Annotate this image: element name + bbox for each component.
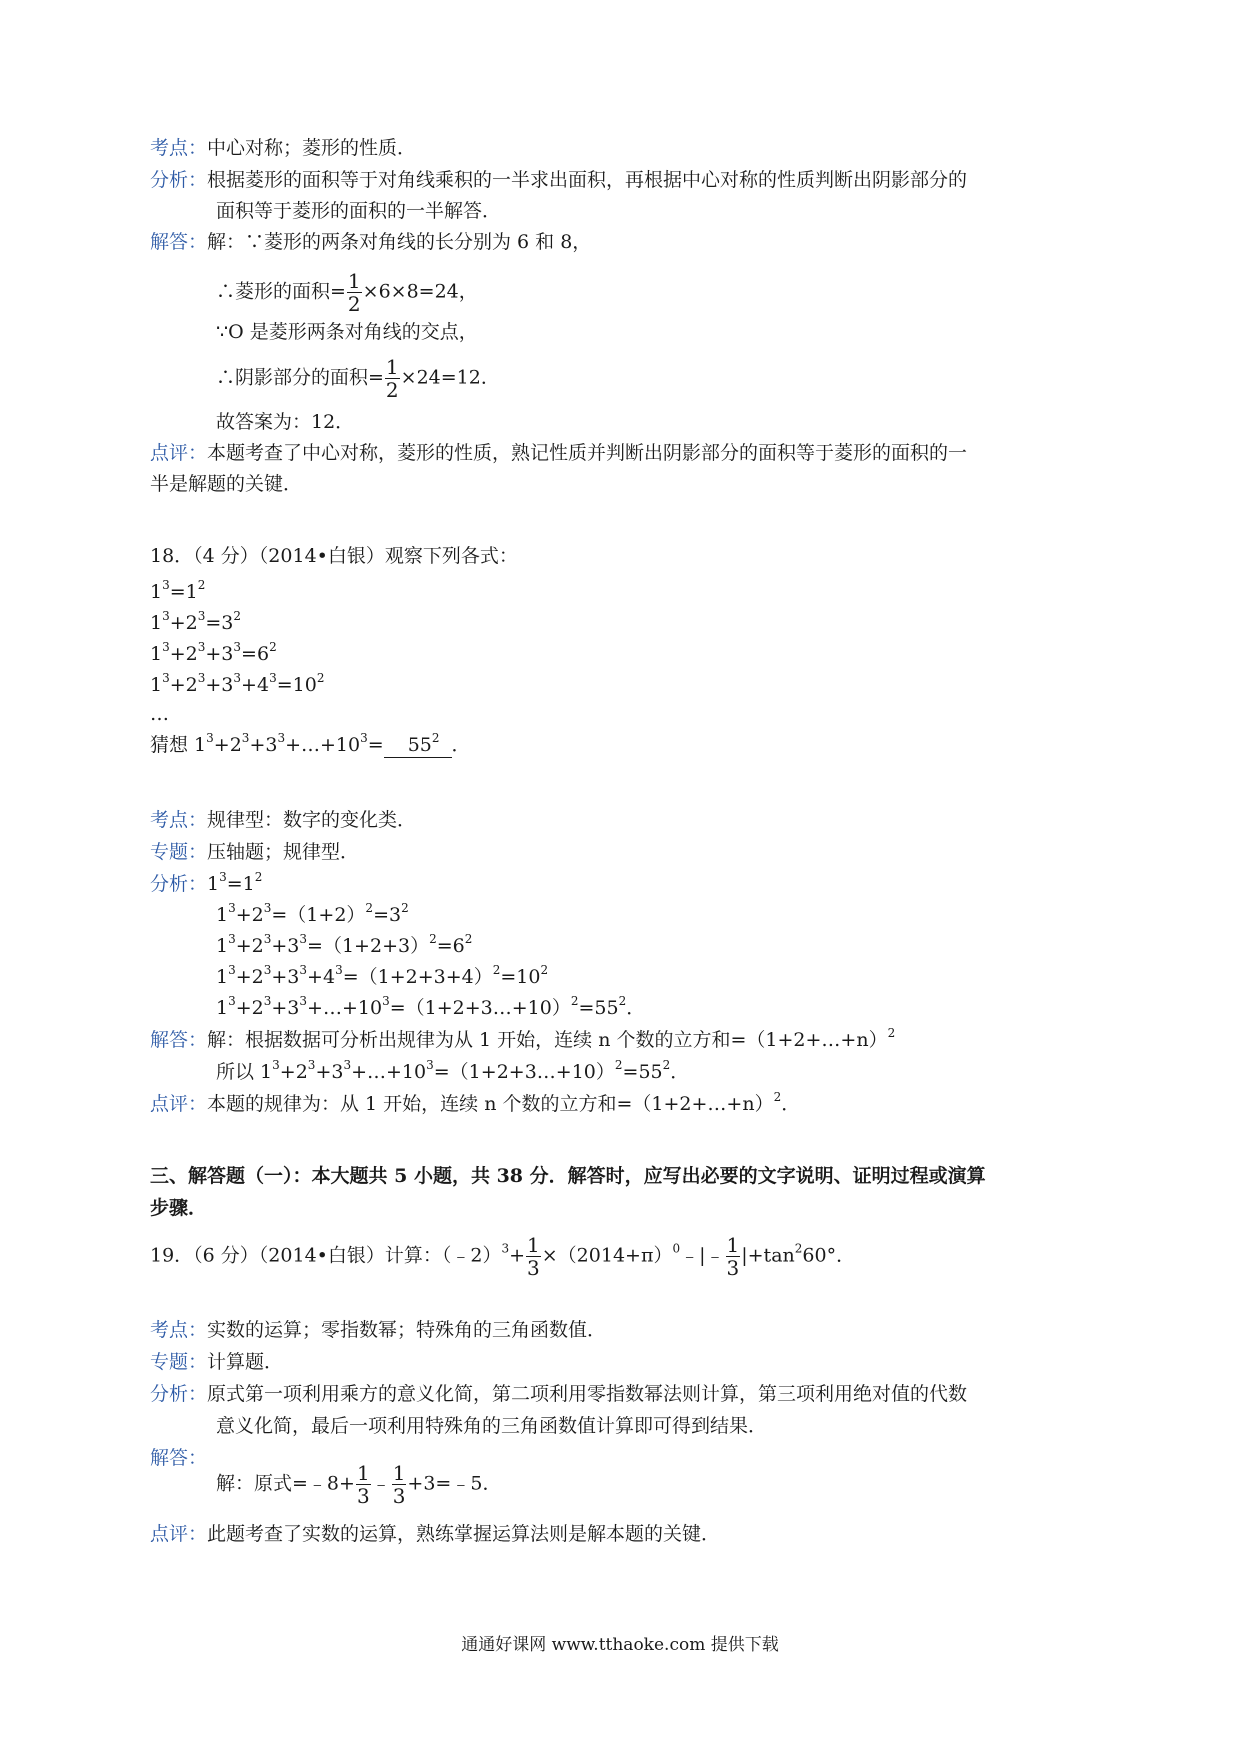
denominator: 3 [356,1484,370,1508]
fenxi-eq-3: $1^3+2^3+3^3=(1+2+3)^2=6^2$ [216,932,473,957]
numerator: 1 [726,1233,740,1257]
fraction-third [392,1462,407,1507]
jieda-label: 解答： [150,1029,208,1051]
fenxi-eq-4: $1^3+2^3+3^3+4^3=(1+2+3+4)^2=10^2$ [216,963,549,988]
zhuanti-row-2 [150,840,359,864]
numerator: 1 [356,1461,370,1485]
denominator: 3 [726,1256,740,1280]
text: ∴菱形的面积= [216,280,346,303]
denominator: 3 [527,1256,540,1280]
kaodian-text: 中心对称；菱形的性质． [207,137,417,159]
text: 解：原式=﹣8+ [216,1472,355,1495]
kaodian-row-2 [150,808,416,832]
text: ． [451,734,471,756]
text: ∴阴影部分的面积= [216,366,384,389]
answer-exponent: 2 [431,731,440,745]
text: 猜想 1 [150,734,207,756]
text: ×6×8=24， [362,280,478,303]
jieda-text: 解：∵菱形的两条对角线的长分别为 6 和 8， [207,231,592,253]
answer-blank [384,733,452,758]
text: ﹣|﹣ [680,1244,725,1267]
fenxi-text: 根据菱形的面积等于对角线乘积的一半求出面积，再根据中心对称的性质判断出阴影部分的 [207,169,968,191]
q18-eq-1: $1^3=1^2$ [150,578,206,603]
rhombus-area-line [216,270,478,315]
dianping-text-cont: 半是解题的关键． [150,473,303,495]
fenxi-label: 分析： [150,1383,208,1405]
fenxi-row-1 [150,168,967,192]
dianping-label: 点评： [150,1523,208,1545]
denominator: 2 [385,378,399,402]
kaodian-text: 规律型：数字的变化类． [207,809,417,831]
zhuanti-row-3 [150,1350,283,1374]
text: |+tan [741,1244,795,1267]
fenxi-row-3 [150,1382,967,1406]
text: ×24=12． [400,366,500,389]
kaodian-label: 考点： [150,137,208,159]
zhuanti-label: 专题： [150,841,208,863]
q18-title: 18．（4 分）（2014•白银）观察下列各式： [150,545,518,567]
kaodian-row-1 [150,136,416,160]
q18-guess: 猜想 $1^3+2^3+3^3+\dots+10^3= 55^2$ ． [150,731,471,756]
fraction-half [347,270,362,315]
jieda-cont-2: 所以 $1^3+2^3+3^3+\dots+10^3=(1+2+3\dots+10)^2=55^2$． [216,1058,690,1083]
q18-eq-2: $1^3+2^3=3^2$ [150,609,242,634]
fenxi-eq-5: $1^3+2^3+3^3+\dots+10^3=(1+2+3\dots+10)^2=55^2$． [216,994,646,1019]
dianping-text: 本题考查了中心对称，菱形的性质，熟记性质并判断出阴影部分的面积等于菱形的面积的一 [207,442,968,464]
dianping-row-3 [150,1522,720,1546]
fenxi-label: 分析： [150,169,208,191]
dianping-row-2: 点评：本题的规律为：从 1 开始，连续 n 个数的立方和=（1+2+…+n）$^2$． [150,1090,801,1115]
q18-eq-3: $1^3+2^3+3^3=6^2$ [150,640,277,665]
text: +3=﹣5． [407,1472,502,1495]
jieda-row-2: 解答：解：根据数据可分析出规律为从 1 开始，连续 n 个数的立方和=（1+2+…+n）$^2$ [150,1026,896,1051]
answer-line: 故答案为：12． [216,411,355,433]
jieda-label-row-3 [150,1446,207,1470]
fraction-third [726,1234,741,1279]
fraction-half [385,356,400,401]
section3-title: 三、解答题（一）：本大题共 5 小题，共 38 分．解答时，应写出必要的文字说明、证明过程或演算 [150,1165,986,1187]
fenxi-row-2: 分析：$1^3=1^2$ [150,870,263,895]
jieda-row-3 [216,1462,501,1507]
kaodian-row-3 [150,1318,606,1342]
dianping-label: 点评： [150,442,208,464]
text: 19．（6 分）（2014•白银）计算：（﹣2） [150,1244,502,1267]
kaodian-label: 考点： [150,1319,208,1341]
dianping-text: 此题考查了实数的运算，熟练掌握运算法则是解本题的关键． [207,1523,721,1545]
kaodian-label: 考点： [150,809,208,831]
jieda-text: 解：根据数据可分析出规律为从 1 开始，连续 n 个数的立方和=（1+2+…+n） [207,1029,888,1051]
denominator: 3 [392,1484,406,1508]
text: ﹣ [371,1472,391,1495]
zhuanti-text: 压轴题；规律型． [207,841,360,863]
dianping-text: 本题的规律为：从 1 开始，连续 n 个数的立方和=（1+2+…+n） [207,1093,774,1115]
fraction-third [526,1234,541,1279]
dianping-label: 点评： [150,1093,208,1115]
text: ×（2014+π） [541,1244,673,1267]
q19-title: 19．（6 分）（2014•白银）计算：（﹣2）$^3$+ $\frac{1}{3}$ $\times(2014+\pi)^0﹣|﹣$ $\frac{1}{3}$ $|+\tan^260^\circ$． [150,1233,856,1280]
fenxi-text-cont: 面积等于菱形的面积的一半解答． [216,200,502,222]
answer-value: 55 [407,734,432,756]
shaded-area-line [216,356,500,401]
section3-title-cont: 步骤． [150,1197,208,1219]
fenxi-eq-2: $1^3+2^3=(1+2)^2=3^2$ [216,901,409,926]
numerator: 1 [527,1233,540,1257]
numerator: 1 [392,1461,406,1485]
zhuanti-label: 专题： [150,1351,208,1373]
fenxi-text: 原式第一项利用乘方的意义化简，第二项利用零指数幂法则计算，第三项利用绝对值的代数 [207,1383,968,1405]
text: 60°． [802,1244,856,1267]
fraction-third [356,1462,371,1507]
zhuanti-text: 计算题． [207,1351,284,1373]
jieda-label: 解答： [150,1447,208,1469]
jieda-row-1 [150,230,591,254]
fenxi-label: 分析： [150,873,208,895]
point-o-line: ∵O 是菱形两条对角线的交点， [216,321,478,343]
q18-ellipsis: … [150,703,169,725]
kaodian-text: 实数的运算；零指数幂；特殊角的三角函数值． [207,1319,607,1341]
page-footer: 通通好课网 www.tthaoke.com 提供下载 [461,1635,779,1655]
text: 所以 1 [216,1061,273,1083]
fenxi-text-cont: 意义化简，最后一项利用特殊角的三角函数值计算即可得到结果． [216,1415,768,1437]
q18-eq-4: $1^3+2^3+3^3+4^3=10^2$ [150,671,325,696]
jieda-label: 解答： [150,231,208,253]
dianping-row-1 [150,441,967,465]
denominator: 2 [347,292,361,316]
numerator: 1 [385,355,399,379]
numerator: 1 [347,269,361,293]
